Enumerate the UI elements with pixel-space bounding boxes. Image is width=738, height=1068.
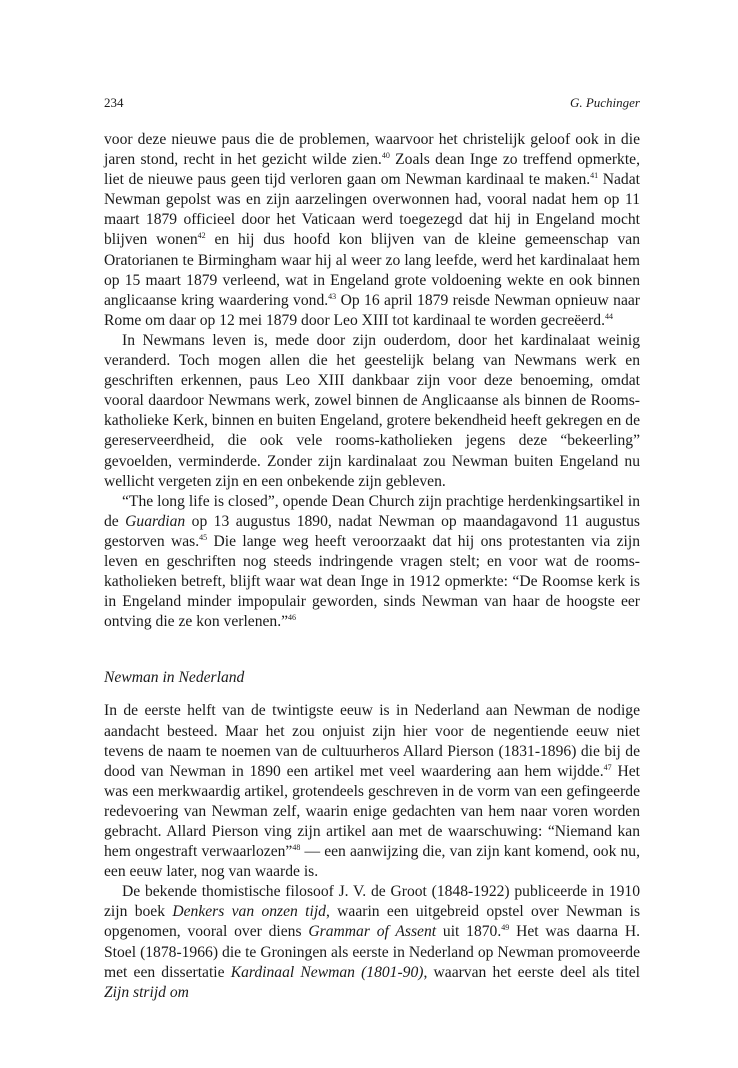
text-run: , waarvan het eerste deel als titel (423, 963, 640, 981)
footnote-ref-49: 49 (501, 923, 510, 933)
text-run: Nadat Newman gepolst was en zijn aarzelingen overwonnen had, vooral nadat hem op 11 maart 1879 officieel door het Vaticaan werd toegezegd dat hij in Engeland mocht blijven wonen (104, 171, 640, 249)
running-title: G. Puchinger (569, 95, 640, 110)
paragraph-pope-leo (104, 130, 640, 331)
text-run: uit 1870. (436, 923, 502, 941)
text-run: In de eerste helft van de twintigste eeuw is in Nederland aan Newman de nodige aandacht besteed. Maar het zou onjuist zijn hier voor de negentiende eeuw niet tevens de naam te noemen van de cultuurheros Allard Pierson (1831-1896) die bij de dood van Newman in 1890 een artikel met veel waardering aan hem wijdde. (104, 702, 640, 780)
body-text (104, 130, 640, 1003)
italic-title: Grammar of Assent (308, 923, 437, 941)
footnote-ref-41: 41 (590, 171, 599, 181)
text-run: op 13 augustus 1890, nadat Newman op maandagavond 11 augustus gestorven was. (104, 512, 640, 550)
italic-title: Denkers van onzen tijd (172, 903, 326, 921)
text-run: Het was een merkwaardig artikel, grotendeels geschreven in de vorm van een gefingeerde redevoering van Newman zelf, waarin enige gedachten van hem naar voren worden gebracht. Allard Pierson ving zijn artikel aan met de waarschuwing: “Niemand kan hem ongestraft verwaarlozen” (104, 762, 640, 861)
footnote-ref-43: 43 (328, 291, 337, 301)
paragraph-cardinalate (104, 331, 640, 492)
section-heading: Newman in Nederland (104, 669, 245, 687)
footnote-ref-47: 47 (603, 762, 612, 772)
footnote-ref-42: 42 (197, 231, 206, 241)
text-run: Het was daarna H. Stoel (1878-1966) die te Groningen als eerste in Nederland op Newman promoveerde met een dissertatie (104, 923, 640, 981)
paragraph-long-life (104, 492, 640, 633)
italic-title: Zijn strijd om (104, 983, 189, 1001)
text-run: “The long life is closed”, opende Dean Church zijn prachtige herdenkingsartikel in de (104, 492, 640, 530)
text-run: Op 16 april 1879 reisde Newman opnieuw naar Rome om daar op 12 mei 1879 door Leo XIII tot kardinaal te worden gecreëerd. (104, 291, 640, 329)
footnote-ref-44: 44 (605, 311, 613, 321)
page-header (104, 95, 640, 113)
page-number: 234 (104, 95, 124, 110)
text-run: De bekende thomistische filosoof J. V. de Groot (1848-1922) publiceerde in 1910 zijn boek (104, 883, 640, 921)
footnote-ref-45: 45 (199, 532, 208, 542)
text-run: — een aanwijzing die, van zijn kant komend, ook nu, een eeuw later, nog van waarde is. (104, 843, 640, 881)
footnote-ref-40: 40 (381, 151, 390, 161)
paragraph-netherlands-intro (104, 701, 640, 882)
text-run: Die lange weg heeft veroorzaakt dat hij ons protestanten via zijn leven en geschriften nog steeds indringende vragen stelt; en voor wat de rooms-katholieken betreft, blijft waar wat dean Inge in 1912 opmerkte: “De Roomse kerk is in Engeland minder impopulair geworden, sinds Newman van haar de hoogste eer ontving die ze kon verlenen.” (104, 532, 640, 631)
text-run: voor deze nieuwe paus die de problemen, waarvoor het christelijk geloof ook in die jaren stond, recht in het gezicht wilde zien. (104, 131, 640, 169)
footnote-ref-46: 46 (288, 613, 297, 623)
italic-title: Kardinaal Newman (1801-90) (230, 963, 424, 981)
text-run: In Newmans leven is, mede door zijn ouderdom, door het kardinalaat weinig veranderd. Toch mogen allen die het geestelijk belang van Newmans werk en geschriften erkennen, paus Leo XIII dankbaar zijn voor deze benoeming, omdat vooral daardoor Newmans werk, zowel binnen de Anglicaanse als binnen de Rooms-katholieke Kerk, binnen en buiten Engeland, grotere bekendheid heeft gekregen en de gereserveerdheid, die ook vele rooms-katholieken jegens deze “bekeerling” gevoelden, verminderde. Zonder zijn kardinalaat zou Newman buiten Engeland nu wellicht vergeten zijn en een onbekende zijn gebleven. (104, 331, 640, 490)
italic-title: Guardian (125, 512, 186, 530)
paragraph-de-groot (104, 882, 640, 1003)
text-run: , waarin een uitgebreid opstel over Newman is opgenomen, vooral over diens (104, 903, 641, 941)
text-run: Zoals dean Inge zo treffend opmerkte, liet de nieuwe paus geen tijd verloren gaan om Newman kardinaal te maken. (104, 151, 641, 189)
text-run: en hij dus hoofd kon blijven van de kleine gemeenschap van Oratorianen te Birmingham waar hij al weer zo lang leefde, werd het kardinalaat hem op 15 maart 1879 verleend, wat in Engeland grote voldoening wekte en ook binnen anglicaanse kring waardering vond. (104, 231, 641, 309)
footnote-ref-48: 48 (292, 843, 301, 853)
